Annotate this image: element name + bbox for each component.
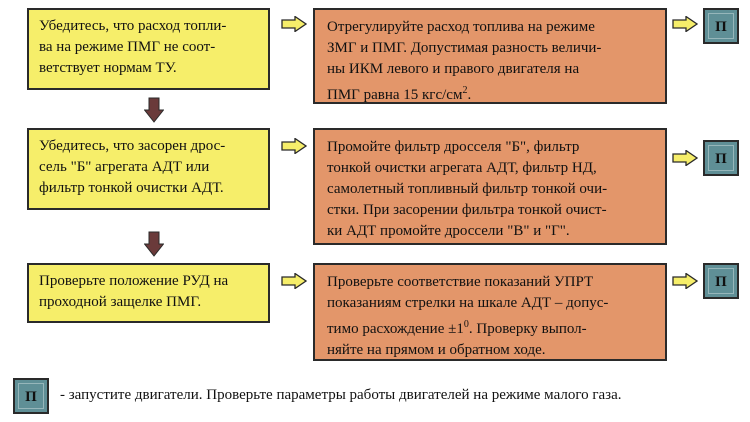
action-line: стки. При засорении фильтра тонкой очист-	[327, 202, 607, 218]
action-line: ЗМГ и ПМГ. Допустимая разность величи-	[327, 40, 602, 56]
arrow-right-icon	[672, 16, 698, 32]
check-box-1	[27, 8, 270, 90]
arrow-right-icon	[672, 273, 698, 289]
arrow-right-icon	[281, 138, 307, 154]
arrow-right-icon	[281, 16, 307, 32]
action-line: тонкой очистки агрегата АДТ, фильтр НД,	[327, 160, 597, 176]
terminal-symbol-3	[703, 263, 739, 299]
legend-symbol-label: П	[25, 388, 37, 405]
arrow-right-icon	[672, 150, 698, 166]
terminal-label: П	[715, 150, 727, 167]
action-line: Проверьте соответствие показаний УПРТ	[327, 274, 594, 290]
action-text: . Проверку выпол-	[468, 321, 587, 337]
arrow-down-icon	[144, 97, 164, 123]
action-line: ны ИКМ левого и правого двигателя на	[327, 61, 580, 77]
superscript: 2	[462, 85, 468, 96]
action-line: показаниям стрелки на шкале АДТ – допус-	[327, 295, 609, 311]
action-text: тимо расхождение ±1	[327, 321, 464, 337]
check-line: Убедитесь, что расход топли-	[39, 18, 227, 34]
action-line: Промойте фильтр дросселя "Б", фильтр	[327, 139, 580, 155]
superscript: 0	[463, 319, 469, 330]
check-line: ва на режиме ПМГ не соот-	[39, 39, 216, 55]
check-line: проходной защелке ПМГ.	[39, 294, 202, 310]
action-box-3	[313, 263, 667, 361]
action-text: ПМГ равна 15 кгс/см	[327, 87, 463, 103]
terminal-label: П	[715, 18, 727, 35]
action-line	[327, 80, 653, 106]
action-line: няйте на прямом и обратном ходе.	[327, 342, 546, 358]
check-box-3	[27, 263, 270, 323]
action-box-1	[313, 8, 667, 104]
action-text: .	[467, 87, 472, 103]
check-line: Проверьте положение РУД на	[39, 273, 229, 289]
arrow-right-icon	[281, 273, 307, 289]
legend-symbol	[13, 378, 49, 414]
terminal-symbol-1	[703, 8, 739, 44]
action-line: самолетный топливный фильтр тонкой очи-	[327, 181, 608, 197]
action-line	[327, 314, 653, 340]
action-line: ки АДТ промойте дроссели "В" и "Г".	[327, 223, 570, 239]
check-line: сель "Б" агрегата АДТ или	[39, 159, 210, 175]
terminal-label: П	[715, 273, 727, 290]
arrow-down-icon	[144, 231, 164, 257]
action-line: Отрегулируйте расход топлива на режиме	[327, 19, 595, 35]
check-box-2	[27, 128, 270, 210]
check-line: ветствует нормам ТУ.	[39, 60, 177, 76]
action-box-2	[313, 128, 667, 245]
check-line: фильтр тонкой очистки АДТ.	[39, 180, 224, 196]
check-line: Убедитесь, что засорен дрос-	[39, 138, 226, 154]
legend-text: - запустите двигатели. Проверьте параметры работы двигателей на режиме малого газа.	[60, 387, 622, 403]
terminal-symbol-2	[703, 140, 739, 176]
